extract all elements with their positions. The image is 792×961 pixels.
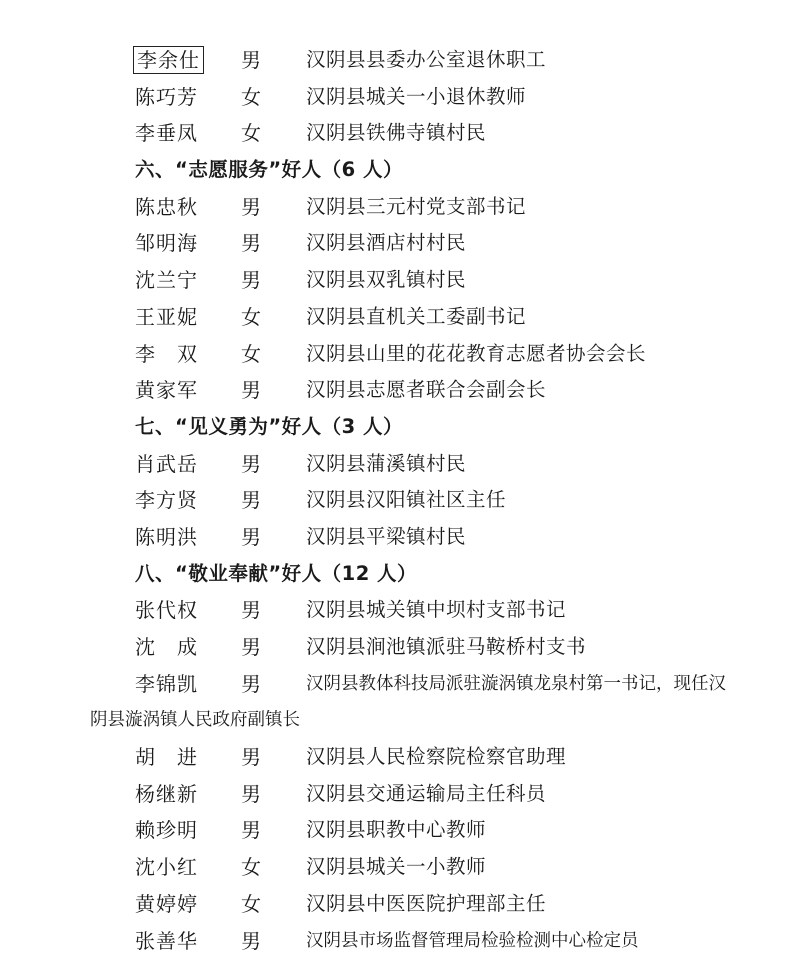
person-gender: 男 [241,451,261,476]
person-gender: 女 [241,341,261,366]
person-title: 汉阴县三元村党支部书记 [306,194,527,218]
person-title: 汉阴县职教中心教师 [306,818,487,842]
person-row [0,446,792,483]
person-title: 汉阴县教体科技局派驻漩涡镇龙泉村第一书记，现任汉 [306,673,726,694]
person-gender: 男 [241,524,261,549]
person-row [0,886,792,923]
person-name: 李余仕 [133,46,204,74]
person-gender: 男 [241,268,261,293]
person-name: 沈兰宁 [135,268,198,293]
person-title: 汉阴县城关镇中坝村支部书记 [306,598,567,622]
person-title: 汉阴县直机关工委副书记 [306,304,527,328]
section-heading-row [0,152,792,189]
person-name: 黄婷婷 [135,891,198,916]
person-gender: 女 [241,304,261,329]
person-title: 汉阴县人民检察院检察官助理 [306,745,567,769]
person-title: 汉阴县汉阳镇社区主任 [306,488,507,512]
person-row [0,812,792,849]
person-name: 赖珍明 [135,818,198,843]
person-gender: 女 [241,855,261,880]
person-name: 胡 进 [135,745,198,770]
person-gender: 男 [241,378,261,403]
person-name: 肖武岳 [135,451,198,476]
person-row [0,776,792,813]
person-name: 沈小红 [135,855,198,880]
person-gender: 男 [241,671,261,696]
document-page [0,42,792,959]
person-title: 汉阴县山里的花花教育志愿者协会会长 [306,341,647,365]
person-row [0,482,792,519]
person-gender: 男 [241,488,261,513]
person-gender: 男 [241,928,261,953]
person-row [0,923,792,960]
continuation-row [0,702,792,739]
person-name: 李锦凯 [135,671,198,696]
person-gender: 男 [241,194,261,219]
person-title: 汉阴县酒店村村民 [306,231,467,255]
person-row [0,42,792,79]
person-row [0,666,792,703]
person-row [0,79,792,116]
person-gender: 男 [241,818,261,843]
section-heading-row [0,409,792,446]
person-title: 汉阴县铁佛寺镇村民 [306,121,487,145]
person-row [0,849,792,886]
person-gender: 男 [241,231,261,256]
person-row [0,225,792,262]
person-name: 李垂凤 [135,121,198,146]
person-name: 陈明洪 [135,524,198,549]
person-row [0,189,792,226]
section-heading: 七、“见义勇为”好人（3 人） [135,414,403,438]
person-title: 汉阴县城关一小教师 [306,855,487,879]
person-gender: 男 [241,48,261,72]
title-continuation: 阴县漩涡镇人民政府副镇长 [90,710,300,731]
person-title: 汉阴县市场监督管理局检验检测中心检定员 [306,930,639,951]
person-name: 陈巧芳 [135,84,198,109]
person-gender: 女 [241,121,261,146]
person-gender: 男 [241,745,261,770]
person-title: 汉阴县交通运输局主任科员 [306,781,547,805]
person-gender: 女 [241,891,261,916]
person-row [0,739,792,776]
person-row [0,115,792,152]
section-heading: 八、“敬业奉献”好人（12 人） [135,561,418,585]
person-name: 邹明海 [135,231,198,256]
person-gender: 男 [241,781,261,806]
person-name: 杨继新 [135,781,198,806]
person-name: 陈忠秋 [135,194,198,219]
person-name: 张善华 [135,928,198,953]
person-name: 王亚妮 [135,304,198,329]
person-title: 汉阴县双乳镇村民 [306,268,467,292]
person-row [0,372,792,409]
person-name: 李 双 [135,341,198,366]
person-row [0,592,792,629]
person-name: 沈 成 [135,635,198,659]
person-gender: 男 [241,635,261,659]
person-title: 汉阴县平梁镇村民 [306,524,467,548]
person-row [0,336,792,373]
person-title: 汉阴县蒲溪镇村民 [306,451,467,475]
person-row [0,629,792,666]
section-heading: 六、“志愿服务”好人（6 人） [135,158,403,182]
person-gender: 女 [241,84,261,109]
person-row [0,299,792,336]
person-name: 李方贤 [135,488,198,513]
person-row [0,262,792,299]
person-row [0,519,792,556]
person-title: 汉阴县县委办公室退休职工 [306,48,547,71]
person-title: 汉阴县志愿者联合会副会长 [306,378,547,402]
section-heading-row [0,556,792,593]
person-name: 张代权 [135,598,198,623]
person-title: 汉阴县中医医院护理部主任 [306,891,547,915]
person-title: 汉阴县涧池镇派驻马鞍桥村支书 [306,635,587,658]
person-title: 汉阴县城关一小退休教师 [306,84,527,108]
person-gender: 男 [241,598,261,623]
person-name: 黄家军 [135,378,198,403]
